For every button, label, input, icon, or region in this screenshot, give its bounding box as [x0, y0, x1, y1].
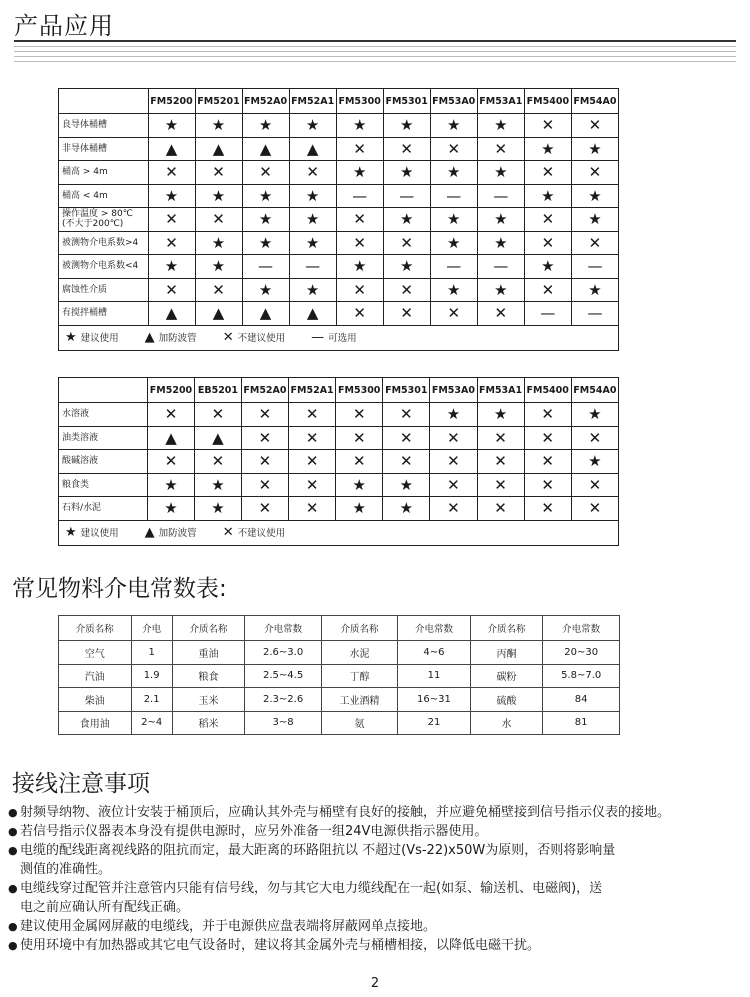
- dielectric-value: 2.5~4.5: [245, 664, 322, 688]
- cross-icon: ✕: [524, 161, 571, 185]
- legend-row: [59, 325, 619, 350]
- star-icon: ★: [383, 497, 430, 521]
- note-text: 建议使用金属网屏蔽的电缆线，并于电源供应盘表端将屏蔽网单点接地。: [20, 919, 437, 934]
- model-header: FM52A1: [289, 378, 336, 403]
- star-icon: ★: [477, 161, 524, 185]
- star-icon: ★: [383, 161, 430, 185]
- star-icon: ★: [430, 161, 477, 185]
- cross-icon: ✕: [336, 208, 383, 232]
- cross-icon: ✕: [336, 137, 383, 161]
- model-header: FM53A1: [477, 89, 524, 114]
- medium-name: 丁醇: [321, 664, 397, 688]
- column-header: 介质名称: [321, 616, 397, 641]
- cross-icon: ✕: [477, 473, 524, 497]
- dielectric-value: 2.6~3.0: [245, 641, 322, 665]
- cross-icon: ✕: [336, 403, 383, 427]
- model-header: FM5300: [336, 89, 383, 114]
- star-icon: ★: [336, 473, 383, 497]
- dash-icon: —: [477, 184, 524, 208]
- star-icon: ★: [195, 184, 242, 208]
- cross-icon: ✕: [222, 525, 234, 540]
- cross-icon: ✕: [571, 114, 618, 138]
- cross-icon: ✕: [289, 450, 336, 474]
- cross-icon: ✕: [571, 161, 618, 185]
- medium-name: 硫酸: [470, 688, 543, 712]
- column-header: 介质名称: [172, 616, 245, 641]
- header-row: [59, 616, 620, 641]
- cross-icon: ✕: [430, 497, 477, 521]
- dash-icon: —: [430, 184, 477, 208]
- medium-name: 空气: [59, 641, 132, 665]
- star-icon: ★: [147, 473, 194, 497]
- dash-icon: —: [571, 302, 618, 326]
- triangle-icon: ▲: [289, 137, 336, 161]
- cross-icon: ✕: [383, 231, 430, 255]
- star-icon: ★: [242, 114, 289, 138]
- star-icon: ★: [242, 184, 289, 208]
- cross-icon: ✕: [477, 450, 524, 474]
- table-row: [59, 208, 619, 232]
- column-header: 介质名称: [470, 616, 543, 641]
- note-text: 射频导纳物、液位计安装于桶顶后，应确认其外壳与桶壁有良好的接触，并应避免桶壁接到信号指示仪表的接地。: [20, 805, 671, 820]
- star-icon: ★: [336, 497, 383, 521]
- cross-icon: ✕: [147, 450, 194, 474]
- star-icon: ★: [571, 208, 618, 232]
- row-label: 桶高 < 4m: [59, 184, 149, 208]
- legend: [59, 325, 619, 350]
- model-header: FM52A0: [241, 378, 288, 403]
- table-row: [59, 278, 619, 302]
- table-row: [59, 255, 619, 279]
- cross-icon: ✕: [383, 137, 430, 161]
- medium-application-table: [58, 377, 619, 546]
- row-label: 桶高 > 4m: [59, 161, 149, 185]
- cross-icon: ✕: [195, 403, 242, 427]
- column-header: 介电: [131, 616, 172, 641]
- column-header: 介电常数: [398, 616, 471, 641]
- dielectric-value: 81: [543, 711, 620, 735]
- cross-icon: ✕: [571, 231, 618, 255]
- cross-icon: ✕: [524, 208, 571, 232]
- star-icon: ★: [242, 231, 289, 255]
- model-header: FM5301: [383, 89, 430, 114]
- dash-icon: —: [383, 184, 430, 208]
- row-label: 非导体桶槽: [59, 137, 149, 161]
- model-header: FM54A0: [571, 378, 618, 403]
- star-icon: ★: [289, 114, 336, 138]
- table-row: [59, 688, 620, 712]
- star-icon: ★: [242, 278, 289, 302]
- header-rule: [14, 40, 736, 68]
- note-text: 若信号指示仪器表本身没有提供电源时，应另外准备一组24V电源供指示器使用。: [20, 824, 488, 839]
- cross-icon: ✕: [336, 278, 383, 302]
- dash-icon: —: [524, 302, 571, 326]
- star-icon: ★: [571, 184, 618, 208]
- star-icon: ★: [195, 497, 242, 521]
- star-icon: ★: [571, 137, 618, 161]
- dielectric-value: 84: [543, 688, 620, 712]
- star-icon: ★: [383, 208, 430, 232]
- product-application-table: [58, 88, 619, 351]
- bullet-icon: ●: [8, 806, 18, 819]
- star-icon: ★: [383, 473, 430, 497]
- star-icon: ★: [65, 330, 77, 345]
- cross-icon: ✕: [336, 231, 383, 255]
- model-header: FM53A0: [430, 378, 477, 403]
- star-icon: ★: [336, 255, 383, 279]
- legend-label: 建议使用: [80, 528, 119, 539]
- model-header: FM52A1: [289, 89, 336, 114]
- star-icon: ★: [571, 450, 618, 474]
- cross-icon: ✕: [524, 114, 571, 138]
- cross-icon: ✕: [148, 161, 195, 185]
- medium-name: 水泥: [321, 641, 397, 665]
- dielectric-value: 20~30: [543, 641, 620, 665]
- star-icon: ★: [148, 114, 195, 138]
- cross-icon: ✕: [241, 403, 288, 427]
- cross-icon: ✕: [571, 426, 618, 450]
- dielectric-value: 5.8~7.0: [543, 664, 620, 688]
- model-header: FM54A0: [571, 89, 618, 114]
- dielectric-constant-table: [58, 615, 620, 735]
- cross-icon: ✕: [383, 302, 430, 326]
- cross-icon: ✕: [148, 208, 195, 232]
- dielectric-value: 3~8: [245, 711, 322, 735]
- cross-icon: ✕: [195, 450, 242, 474]
- cross-icon: ✕: [430, 137, 477, 161]
- bullet-icon: ●: [8, 882, 18, 895]
- row-label: 被测物介电系数<4: [59, 255, 149, 279]
- table-row: [59, 473, 619, 497]
- medium-name: 氨: [321, 711, 397, 735]
- table-row: [59, 403, 619, 427]
- section-title-product-application: 产品应用: [14, 12, 114, 40]
- star-icon: ★: [65, 525, 77, 540]
- dash-icon: —: [242, 255, 289, 279]
- note-text: 使用环境中有加热器或其它电气设备时，建议将其金属外壳与桶槽相接，以降低电磁干扰。: [20, 938, 541, 953]
- table-row: [59, 497, 619, 521]
- cross-icon: ✕: [477, 426, 524, 450]
- legend-item: [311, 330, 357, 345]
- row-label: 油类溶液: [59, 426, 148, 450]
- header-row: [59, 89, 619, 114]
- star-icon: ★: [147, 497, 194, 521]
- model-header: FM5200: [147, 378, 194, 403]
- medium-name: 玉米: [172, 688, 245, 712]
- cross-icon: ✕: [241, 497, 288, 521]
- column-header: 介电常数: [543, 616, 620, 641]
- legend-item: [144, 330, 197, 345]
- dash-icon: —: [477, 255, 524, 279]
- legend-label: 可选用: [328, 333, 357, 344]
- legend-label: 加防波管: [158, 333, 197, 344]
- cross-icon: ✕: [524, 450, 571, 474]
- wiring-notes: [8, 803, 748, 955]
- table-row: [59, 184, 619, 208]
- bullet-icon: ●: [8, 825, 18, 838]
- star-icon: ★: [289, 184, 336, 208]
- star-icon: ★: [148, 255, 195, 279]
- star-icon: ★: [477, 208, 524, 232]
- section-title-wiring: 接线注意事项: [12, 771, 150, 797]
- column-header: 介电常数: [245, 616, 322, 641]
- table-row: [59, 450, 619, 474]
- note-item: [8, 841, 748, 879]
- legend-item: [222, 330, 286, 345]
- cross-icon: ✕: [195, 208, 242, 232]
- dielectric-value: 16~31: [398, 688, 471, 712]
- model-header: FM5200: [148, 89, 195, 114]
- star-icon: ★: [430, 278, 477, 302]
- cross-icon: ✕: [524, 473, 571, 497]
- bullet-icon: ●: [8, 920, 18, 933]
- star-icon: ★: [336, 114, 383, 138]
- star-icon: ★: [195, 114, 242, 138]
- legend-label: 不建议使用: [237, 333, 286, 344]
- legend-item: [65, 525, 119, 540]
- triangle-icon: ▲: [242, 137, 289, 161]
- table-row: [59, 302, 619, 326]
- dielectric-value: 4~6: [398, 641, 471, 665]
- section-title-dielectric: 常见物料介电常数表:: [12, 576, 227, 602]
- cross-icon: ✕: [148, 278, 195, 302]
- cross-icon: ✕: [336, 302, 383, 326]
- cross-icon: ✕: [195, 278, 242, 302]
- legend-label: 建议使用: [80, 333, 119, 344]
- cross-icon: ✕: [477, 302, 524, 326]
- star-icon: ★: [195, 255, 242, 279]
- cross-icon: ✕: [241, 473, 288, 497]
- star-icon: ★: [430, 231, 477, 255]
- cross-icon: ✕: [241, 426, 288, 450]
- cross-icon: ✕: [477, 497, 524, 521]
- table-row: [59, 711, 620, 735]
- star-icon: ★: [571, 278, 618, 302]
- model-header: FM53A0: [430, 89, 477, 114]
- dielectric-value: 2~4: [131, 711, 172, 735]
- dash-icon: —: [311, 330, 325, 345]
- legend-item: [222, 525, 286, 540]
- legend-row: [59, 520, 619, 545]
- star-icon: ★: [430, 403, 477, 427]
- star-icon: ★: [195, 231, 242, 255]
- table-row: [59, 231, 619, 255]
- cross-icon: ✕: [524, 497, 571, 521]
- row-label: 水溶液: [59, 403, 148, 427]
- triangle-icon: ▲: [144, 525, 155, 540]
- star-icon: ★: [477, 403, 524, 427]
- corner-cell: [59, 89, 149, 114]
- triangle-icon: ▲: [148, 137, 195, 161]
- model-header: FM5400: [524, 89, 571, 114]
- table-row: [59, 664, 620, 688]
- dielectric-value: 1.9: [131, 664, 172, 688]
- note-item: [8, 917, 748, 936]
- cross-icon: ✕: [524, 231, 571, 255]
- star-icon: ★: [430, 114, 477, 138]
- cross-icon: ✕: [571, 473, 618, 497]
- model-header: FM53A1: [477, 378, 524, 403]
- note-item: [8, 879, 748, 917]
- cross-icon: ✕: [242, 161, 289, 185]
- model-header: FM52A0: [242, 89, 289, 114]
- cross-icon: ✕: [289, 473, 336, 497]
- star-icon: ★: [289, 278, 336, 302]
- medium-name: 柴油: [59, 688, 132, 712]
- star-icon: ★: [289, 208, 336, 232]
- note-item: [8, 803, 748, 822]
- triangle-icon: ▲: [148, 302, 195, 326]
- cross-icon: ✕: [289, 497, 336, 521]
- medium-name: 食用油: [59, 711, 132, 735]
- legend-label: 加防波管: [158, 528, 197, 539]
- star-icon: ★: [148, 184, 195, 208]
- medium-name: 水: [470, 711, 543, 735]
- triangle-icon: ▲: [144, 330, 155, 345]
- cross-icon: ✕: [222, 330, 234, 345]
- triangle-icon: ▲: [195, 137, 242, 161]
- star-icon: ★: [242, 208, 289, 232]
- medium-name: 工业酒精: [321, 688, 397, 712]
- cross-icon: ✕: [147, 403, 194, 427]
- legend-item: [144, 525, 197, 540]
- cross-icon: ✕: [383, 278, 430, 302]
- column-header: 介质名称: [59, 616, 132, 641]
- note-text: 电缆的配线距离视线路的阻抗而定，最大距离的环路阻抗以 不超过(Vs-22)x50W为原则，否则将影响量 测值的准确性。: [20, 843, 616, 877]
- cross-icon: ✕: [524, 426, 571, 450]
- medium-name: 丙酮: [470, 641, 543, 665]
- model-header: FM5300: [336, 378, 383, 403]
- row-label: 良导体桶槽: [59, 114, 149, 138]
- triangle-icon: ▲: [289, 302, 336, 326]
- row-label: 操作温度 > 80℃ (不大于200℃): [59, 208, 149, 232]
- bullet-icon: ●: [8, 844, 18, 857]
- medium-name: 重油: [172, 641, 245, 665]
- cross-icon: ✕: [524, 278, 571, 302]
- dielectric-value: 2.3~2.6: [245, 688, 322, 712]
- star-icon: ★: [477, 278, 524, 302]
- model-header: FM5301: [383, 378, 430, 403]
- triangle-icon: ▲: [147, 426, 194, 450]
- medium-name: 碳粉: [470, 664, 543, 688]
- star-icon: ★: [430, 208, 477, 232]
- star-icon: ★: [571, 403, 618, 427]
- table-row: [59, 114, 619, 138]
- legend-item: [65, 330, 119, 345]
- medium-name: 稻米: [172, 711, 245, 735]
- model-header: EB5201: [195, 378, 242, 403]
- cross-icon: ✕: [430, 473, 477, 497]
- star-icon: ★: [336, 161, 383, 185]
- dash-icon: —: [571, 255, 618, 279]
- cross-icon: ✕: [383, 450, 430, 474]
- triangle-icon: ▲: [242, 302, 289, 326]
- star-icon: ★: [524, 137, 571, 161]
- cross-icon: ✕: [383, 403, 430, 427]
- star-icon: ★: [477, 114, 524, 138]
- cross-icon: ✕: [477, 137, 524, 161]
- table-row: [59, 137, 619, 161]
- note-text: 电缆线穿过配管并注意管内只能有信号线，勿与其它大电力缆线配在一起(如泵、输送机、电磁阀)，送 电之前应确认所有配线正确。: [20, 881, 603, 915]
- cross-icon: ✕: [336, 426, 383, 450]
- cross-icon: ✕: [148, 231, 195, 255]
- cross-icon: ✕: [430, 302, 477, 326]
- cross-icon: ✕: [571, 497, 618, 521]
- cross-icon: ✕: [241, 450, 288, 474]
- dash-icon: —: [430, 255, 477, 279]
- cross-icon: ✕: [430, 450, 477, 474]
- table-row: [59, 161, 619, 185]
- row-label: 有搅拌桶槽: [59, 302, 149, 326]
- cross-icon: ✕: [336, 450, 383, 474]
- legend: [59, 520, 619, 545]
- model-header: FM5201: [195, 89, 242, 114]
- dash-icon: —: [289, 255, 336, 279]
- row-label: 石料/水泥: [59, 497, 148, 521]
- bullet-icon: ●: [8, 939, 18, 952]
- table-row: [59, 426, 619, 450]
- cross-icon: ✕: [430, 426, 477, 450]
- medium-name: 汽油: [59, 664, 132, 688]
- dielectric-value: 1: [131, 641, 172, 665]
- star-icon: ★: [195, 473, 242, 497]
- dielectric-value: 2.1: [131, 688, 172, 712]
- star-icon: ★: [477, 231, 524, 255]
- legend-label: 不建议使用: [237, 528, 286, 539]
- cross-icon: ✕: [289, 161, 336, 185]
- dielectric-value: 11: [398, 664, 471, 688]
- star-icon: ★: [383, 114, 430, 138]
- dielectric-value: 21: [398, 711, 471, 735]
- cross-icon: ✕: [289, 403, 336, 427]
- row-label: 被测物介电系数>4: [59, 231, 149, 255]
- header-row: [59, 378, 619, 403]
- row-label: 腐蚀性介质: [59, 278, 149, 302]
- star-icon: ★: [383, 255, 430, 279]
- cross-icon: ✕: [289, 426, 336, 450]
- triangle-icon: ▲: [195, 302, 242, 326]
- row-label: 酸碱溶液: [59, 450, 148, 474]
- cross-icon: ✕: [195, 161, 242, 185]
- note-item: [8, 822, 748, 841]
- note-item: [8, 936, 748, 955]
- star-icon: ★: [524, 255, 571, 279]
- table-row: [59, 641, 620, 665]
- page-number: 2: [370, 976, 380, 991]
- cross-icon: ✕: [524, 403, 571, 427]
- medium-name: 粮食: [172, 664, 245, 688]
- cross-icon: ✕: [383, 426, 430, 450]
- triangle-icon: ▲: [195, 426, 242, 450]
- dash-icon: —: [336, 184, 383, 208]
- model-header: FM5400: [524, 378, 571, 403]
- row-label: 粮食类: [59, 473, 148, 497]
- star-icon: ★: [524, 184, 571, 208]
- star-icon: ★: [289, 231, 336, 255]
- corner-cell: [59, 378, 148, 403]
